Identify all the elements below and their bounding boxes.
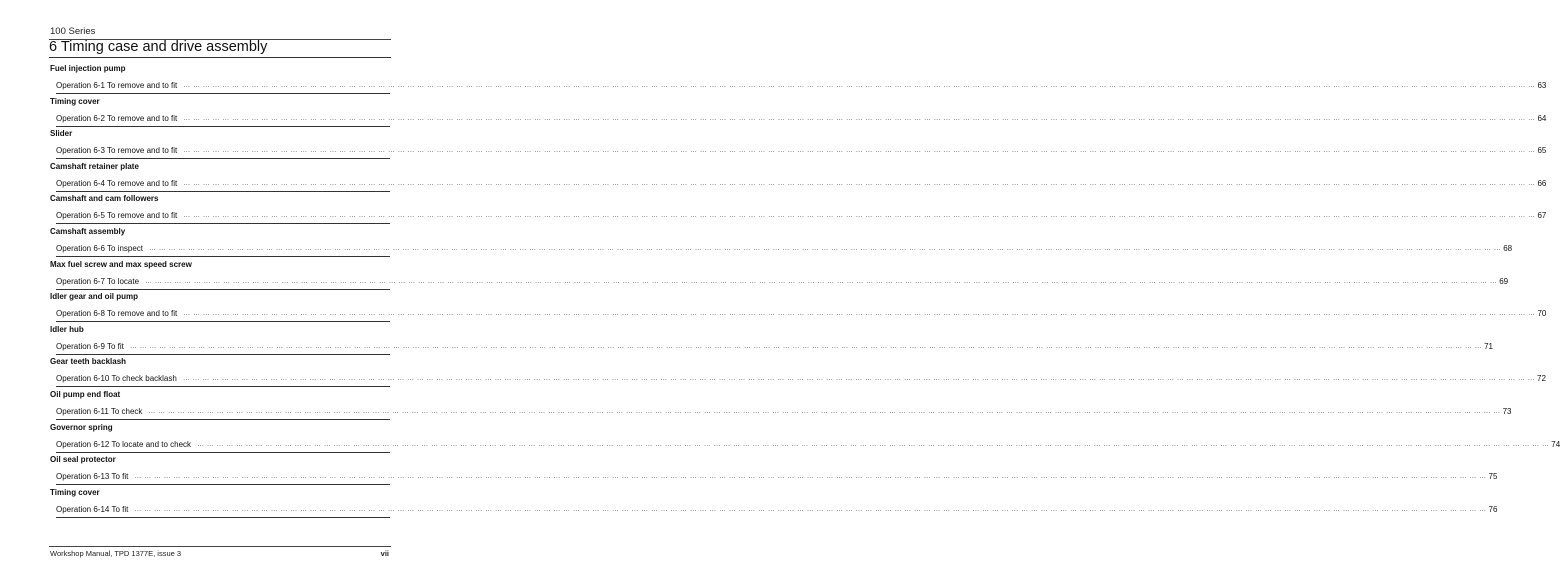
contents-entry[interactable] — [56, 208, 1547, 224]
title-rule — [49, 57, 391, 58]
section-heading: Camshaft assembly — [50, 227, 126, 236]
entry-page-number: 64 — [1537, 113, 1547, 123]
contents-section — [50, 357, 1546, 391]
contents-entry[interactable] — [56, 339, 1493, 355]
entry-page-number: 71 — [1484, 341, 1493, 351]
contents-entry[interactable] — [56, 404, 1512, 420]
entry-page-number: 73 — [1502, 407, 1512, 416]
contents-section — [50, 292, 1547, 326]
dot-leader: … … … … … … … … … … … … … … … … … … … … … … … … … … … … … … … … … … … … … … … … … … … … … … … … … … … … … … … … … … … … … … … … … … … … … … … … … … … … … … … … … … … … … … … … … … … … … … … … … … … … … … … … … … … … … … … … … … … … … … … … … … … … … … … … … … … … … … … … … … … — [183, 147, 1536, 155]
entry-page-number: 63 — [1537, 81, 1547, 90]
contents-entry[interactable] — [56, 78, 1547, 94]
section-heading: Camshaft retainer plate — [50, 161, 139, 171]
entry-page-number: 69 — [1499, 276, 1509, 286]
section-heading: Oil seal protector — [50, 455, 116, 465]
section-heading: Max fuel screw and max speed screw — [50, 259, 192, 269]
section-heading: Slider — [50, 129, 73, 139]
entry-title: Operation 6-1 To remove and to fit — [56, 81, 178, 90]
entry-page-number: 70 — [1537, 309, 1547, 319]
section-heading: Governor spring — [50, 422, 113, 432]
footer-rule — [49, 546, 391, 547]
contents-entry[interactable] — [56, 143, 1547, 159]
contents-entry[interactable] — [56, 502, 1498, 518]
section-heading: Idler hub — [50, 324, 84, 334]
entry-page-number: 65 — [1537, 146, 1547, 156]
contents-entry[interactable] — [56, 241, 1513, 257]
entry-title: Operation 6-13 To fit — [56, 472, 129, 482]
entry-title: Operation 6-12 To locate and to check — [56, 439, 192, 449]
dot-leader: … … … … … … … … … … … … … … … … … … … … … … … … … … … … … … … … … … … … … … … … … … … … … … … … … … … … … … … … … … … … … … … … … … … … … … … … … … … … … … … … … … … … … … … … … … … … … … … … … … … … … … … … … … … … … … … … … … … … … … … … … … … … … … … … … … … … … … … … … … … — [197, 440, 1550, 448]
entry-page-number: 66 — [1537, 178, 1547, 188]
contents-section — [50, 64, 1547, 98]
entry-page-number: 76 — [1488, 504, 1498, 514]
series-label: 100 Series — [50, 26, 96, 37]
contents-section — [50, 96, 1547, 131]
entry-page-number: 74 — [1551, 439, 1560, 449]
entry-title: Operation 6-10 To check backlash — [56, 374, 177, 384]
dot-leader: … … … … … … … … … … … … … … … … … … … … … … … … … … … … … … … … … … … … … … … … … … … … … … … … … … … … … … … … … … … … … … … … … … … … … … … … … … … … … … … … … … … … … … … … … … … … … … … … … … … … … … … … … … … … … … … … … … … … … … … … … … … … … … … … … … … … … … … … … … … — [183, 82, 1536, 89]
section-heading: Fuel injection pump — [50, 64, 126, 73]
contents-section — [50, 324, 1493, 359]
contents-section — [50, 161, 1547, 196]
entry-title: Operation 6-11 To check — [56, 407, 143, 416]
dot-leader: … … … … … … … … … … … … … … … … … … … … … … … … … … … … … … … … … … … … … … … … … … … … … … … … … … … … … … … … … … … … … … … … … … … … … … … … … … … … … … … … … … … … … … … … … … … … … … … … … … … … … … … … … … … … … … … … … … … … … … … … … … … … … … … … … … … … … … … … … … … — [182, 375, 1535, 383]
dot-leader: … … … … … … … … … … … … … … … … … … … … … … … … … … … … … … … … … … … … … … … … … … … … … … … … … … … … … … … … … … … … … … … … … … … … … … … … … … … … … … … … … … … … … … … … … … … … … … … … … … … … … … … … … … … … … … … … … … … … … … … … … … … … … … … … … … … … … … … … … … … — [134, 473, 1487, 481]
contents-entry[interactable] — [56, 274, 1509, 290]
entry-title: Operation 6-14 To fit — [56, 504, 129, 514]
contents-section — [50, 422, 1560, 457]
footer-page-number: vii — [380, 549, 389, 558]
section-heading: Idler gear and oil pump — [50, 292, 139, 302]
contents-section — [50, 227, 1513, 261]
dot-leader: … … … … … … … … … … … … … … … … … … … … … … … … … … … … … … … … … … … … … … … … … … … … … … … … … … … … … … … … … … … … … … … … … … … … … … … … … … … … … … … … … … … … … … … … … … … … … … … … … … … … … … … … … … … … … … … … … … … … … … … … … … … … … … … … … … … … … … … … … … … — [134, 505, 1487, 513]
section-heading: Camshaft and cam followers — [50, 194, 159, 204]
entry-title: Operation 6-5 To remove and to fit — [56, 211, 178, 221]
entry-page-number: 68 — [1503, 244, 1513, 253]
contents-section — [50, 455, 1498, 489]
entry-title: Operation 6-3 To remove and to fit — [56, 146, 178, 156]
contents-entry[interactable] — [56, 176, 1547, 192]
contents-entry[interactable] — [56, 371, 1546, 387]
chapter-title: 6 Timing case and drive assembly — [49, 39, 268, 55]
entry-title: Operation 6-2 To remove and to fit — [56, 113, 178, 123]
entry-title: Operation 6-8 To remove and to fit — [56, 309, 178, 319]
dot-leader: … … … … … … … … … … … … … … … … … … … … … … … … … … … … … … … … … … … … … … … … … … … … … … … … … … … … … … … … … … … … … … … … … … … … … … … … … … … … … … … … … … … … … … … … … … … … … … … … … … … … … … … … … … … … … … … … … … … … … … … … … … … … … … … … … … … … … … … … … … … — [145, 277, 1498, 285]
contents-entry[interactable] — [56, 469, 1498, 485]
section-heading: Gear teeth backlash — [50, 357, 127, 367]
contents-section — [50, 259, 1509, 294]
contents-section — [50, 390, 1512, 424]
dot-leader: … … … … … … … … … … … … … … … … … … … … … … … … … … … … … … … … … … … … … … … … … … … … … … … … … … … … … … … … … … … … … … … … … … … … … … … … … … … … … … … … … … … … … … … … … … … … … … … … … … … … … … … … … … … … … … … … … … … … … … … … … … … … … … … … … … … … … … … … … … … — [149, 245, 1502, 252]
dot-leader: … … … … … … … … … … … … … … … … … … … … … … … … … … … … … … … … … … … … … … … … … … … … … … … … … … … … … … … … … … … … … … … … … … … … … … … … … … … … … … … … … … … … … … … … … … … … … … … … … … … … … … … … … … … … … … … … … … … … … … … … … … … … … … … … … … … … … … … … … … … — [183, 114, 1536, 122]
footer-manual-reference: Workshop Manual, TPD 1377E, issue 3 — [50, 549, 182, 558]
entry-title: Operation 6-9 To fit — [56, 341, 124, 351]
contents-section — [50, 129, 1547, 163]
dot-leader: … … … … … … … … … … … … … … … … … … … … … … … … … … … … … … … … … … … … … … … … … … … … … … … … … … … … … … … … … … … … … … … … … … … … … … … … … … … … … … … … … … … … … … … … … … … … … … … … … … … … … … … … … … … … … … … … … … … … … … … … … … … … … … … … … … … … … … … … … … … — [183, 179, 1536, 187]
contents-entry[interactable] — [56, 437, 1560, 453]
section-heading: Timing cover — [50, 487, 100, 497]
entry-title: Operation 6-7 To locate — [56, 276, 140, 286]
entry-page-number: 72 — [1537, 374, 1546, 384]
contents-entry[interactable] — [56, 111, 1547, 127]
entry-page-number: 75 — [1488, 472, 1498, 482]
entry-title: Operation 6-4 To remove and to fit — [56, 178, 178, 188]
contents-section — [50, 194, 1547, 228]
dot-leader: … … … … … … … … … … … … … … … … … … … … … … … … … … … … … … … … … … … … … … … … … … … … … … … … … … … … … … … … … … … … … … … … … … … … … … … … … … … … … … … … … … … … … … … … … … … … … … … … … … … … … … … … … … … … … … … … … … … … … … … … … … … … … … … … … … … … … … … … … … … — [183, 310, 1536, 318]
section-heading: Timing cover — [50, 96, 100, 106]
section-heading: Oil pump end float — [50, 390, 121, 399]
dot-leader: … … … … … … … … … … … … … … … … … … … … … … … … … … … … … … … … … … … … … … … … … … … … … … … … … … … … … … … … … … … … … … … … … … … … … … … … … … … … … … … … … … … … … … … … … … … … … … … … … … … … … … … … … … … … … … … … … … … … … … … … … … … … … … … … … … … … … … … … … … … — [129, 342, 1483, 350]
dot-leader: … … … … … … … … … … … … … … … … … … … … … … … … … … … … … … … … … … … … … … … … … … … … … … … … … … … … … … … … … … … … … … … … … … … … … … … … … … … … … … … … … … … … … … … … … … … … … … … … … … … … … … … … … … … … … … … … … … … … … … … … … … … … … … … … … … … … … … … … … … … — [183, 212, 1536, 220]
entry-page-number: 67 — [1537, 211, 1547, 221]
entry-title: Operation 6-6 To inspect — [56, 244, 144, 253]
contents-entry[interactable] — [56, 306, 1547, 322]
contents-section — [50, 487, 1498, 522]
dot-leader: … … … … … … … … … … … … … … … … … … … … … … … … … … … … … … … … … … … … … … … … … … … … … … … … … … … … … … … … … … … … … … … … … … … … … … … … … … … … … … … … … … … … … … … … … … … … … … … … … … … … … … … … … … … … … … … … … … … … … … … … … … … … … … … … … … … … … … … … … … … — [148, 408, 1501, 415]
